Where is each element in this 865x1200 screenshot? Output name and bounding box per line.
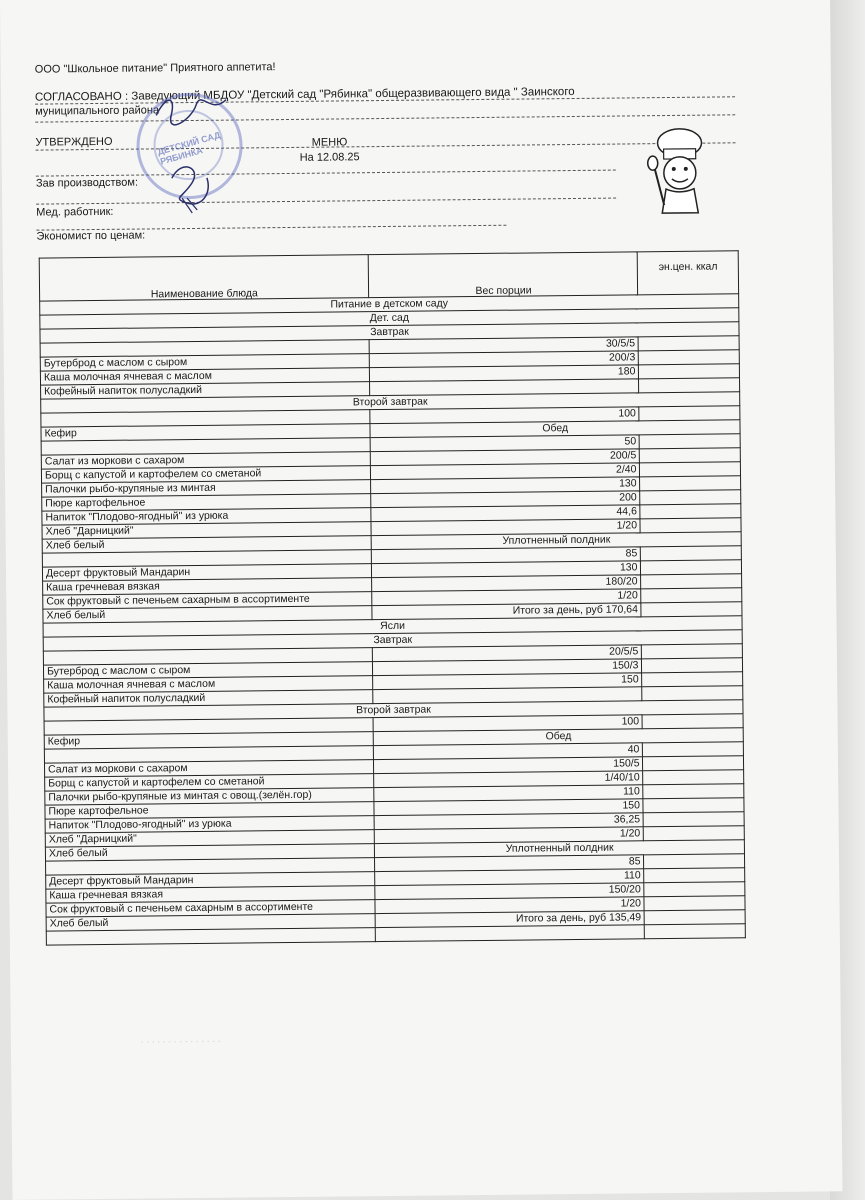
dish-name: Сок фруктовый с печеньем сахарным в ассортименте <box>46 900 376 917</box>
chef-icon <box>639 124 720 215</box>
energy-value <box>644 826 745 841</box>
energy-value <box>642 658 743 673</box>
dish-name: Палочки рыбо-крупяные из минтая с овощ.(зелён.гор) <box>45 788 375 805</box>
portion-weight: 180/20 <box>372 575 641 592</box>
energy-value <box>640 462 741 477</box>
energy-value <box>640 518 741 533</box>
portion-weight: 1/20 <box>371 519 640 536</box>
energy-value <box>641 546 742 561</box>
portion-weight: 150/20 <box>375 883 644 900</box>
dish-name: Борщ с капустой и картофелем со сметаной <box>45 774 375 791</box>
dish-name: Бутерброд с маслом с сыром <box>40 354 370 371</box>
dish-name: Салат из моркови с сахаром <box>41 452 371 469</box>
energy-value <box>642 672 743 687</box>
energy-value <box>639 336 740 351</box>
portion-weight: 30/5/5 <box>370 337 639 354</box>
dish-name: Кефир <box>41 424 371 441</box>
energy-value <box>639 364 740 379</box>
dish-name: Кофейный напиток полусладкий <box>44 690 374 707</box>
energy-value <box>644 868 745 883</box>
dish-name: Напиток "Плодово-ягодный" из урюка <box>45 816 375 833</box>
section-title: Обед <box>374 728 744 746</box>
portion-weight: 100 <box>373 715 642 732</box>
dish-name: Салат из моркови с сахаром <box>44 760 374 777</box>
portion-weight: 1/20 <box>375 827 644 844</box>
economist-underline <box>36 225 506 231</box>
energy-value <box>643 798 744 813</box>
portion-weight: 1/20 <box>372 589 641 606</box>
approved-line: СОГЛАСОВАНО : Заведующий МБДОУ "Детский сад "Рябинка" общеразвивающего вида " Заинского <box>34 85 575 104</box>
section-title: Завтрак <box>40 322 739 343</box>
dish-name: Десерт фруктовый Мандарин <box>42 564 372 581</box>
dish-name: Хлеб белый <box>43 606 373 623</box>
menu-date: На 12.08.25 <box>299 151 360 164</box>
section-title: Обед <box>370 420 740 438</box>
section-title: Питание в детском саду <box>40 294 739 315</box>
energy-value <box>644 812 745 827</box>
portion-weight: 85 <box>375 855 644 872</box>
portion-weight: 130 <box>371 477 640 494</box>
portion-weight: 110 <box>375 869 644 886</box>
dish-name: Кофейный напиток полусладкий <box>41 382 371 399</box>
energy-value <box>641 602 742 617</box>
menu-title: МЕНЮ <box>311 136 348 149</box>
dish-name: Хлеб "Дарницкий" <box>42 522 372 539</box>
section-title: Завтрак <box>43 630 742 651</box>
portion-weight: 2/40 <box>371 463 640 480</box>
portion-weight: 20/5/5 <box>373 645 642 662</box>
portion-weight: 1/20 <box>375 897 644 914</box>
portion-weight: 150/3 <box>373 659 642 676</box>
col-name-header: Наименование блюда <box>39 255 369 301</box>
energy-value <box>642 644 743 659</box>
portion-weight: 85 <box>372 547 641 564</box>
energy-value <box>641 574 742 589</box>
section-title: Второй завтрак <box>44 700 743 721</box>
energy-value <box>641 588 742 603</box>
energy-value <box>643 770 744 785</box>
dish-name: Хлеб белый <box>42 536 372 553</box>
section-title: Ясли <box>43 616 742 637</box>
energy-value <box>639 350 740 365</box>
portion-weight: 150 <box>374 799 643 816</box>
dish-name: Палочки рыбо-крупяные из минтая <box>42 480 372 497</box>
portion-weight: 40 <box>374 743 643 760</box>
col-energy-header: эн.цен. ккал <box>638 251 739 295</box>
energy-value <box>642 686 743 701</box>
organization-line: ООО "Школьное питание" Приятного аппетита! <box>34 61 276 76</box>
medic-label: Мед. работник: <box>36 205 114 219</box>
energy-value <box>644 896 745 911</box>
energy-value <box>643 714 744 729</box>
energy-value <box>644 882 745 897</box>
portion-weight: Итого за день, руб 170,64 <box>372 603 641 620</box>
section-title: Дет. сад <box>40 308 739 329</box>
dish-name <box>46 928 376 945</box>
energy-value <box>643 742 744 757</box>
energy-value <box>640 448 741 463</box>
table-header-row <box>39 251 738 301</box>
energy-value <box>644 854 745 869</box>
portion-weight <box>376 925 645 942</box>
dish-name: Каша молочная ячневая с маслом <box>40 368 370 385</box>
energy-value <box>640 490 741 505</box>
section-title: Второй завтрак <box>41 392 740 413</box>
dish-name: Каша гречневая вязкая <box>43 578 373 595</box>
portion-weight: 150 <box>373 673 642 690</box>
dish-name: Хлеб "Дарницкий" <box>45 830 375 847</box>
section-title: Уплотненный полдник <box>372 532 742 550</box>
confirmed-label: УТВЕРЖДЕНО <box>35 135 113 149</box>
energy-value <box>640 504 741 519</box>
production-head-label: Зав производством: <box>35 176 139 190</box>
dish-name: Каша молочная ячневая с маслом <box>44 676 374 693</box>
menu-table <box>39 250 746 945</box>
portion-weight: 200/3 <box>370 351 639 368</box>
portion-weight: 100 <box>370 407 639 424</box>
dish-name: Сок фруктовый с печеньем сахарным в ассортименте <box>43 592 373 609</box>
energy-value <box>645 924 746 939</box>
energy-value <box>639 406 740 421</box>
energy-value <box>640 476 741 491</box>
medic-underline <box>36 198 616 205</box>
dish-name: Напиток "Плодово-ягодный" из урюка <box>42 508 372 525</box>
energy-value <box>643 784 744 799</box>
portion-weight: 36,25 <box>374 813 643 830</box>
portion-weight: 180 <box>370 365 639 382</box>
dish-name: Пюре картофельное <box>42 494 372 511</box>
stamp-seal: ДЕТСКИЙ САД РЯБИНКА <box>136 92 243 199</box>
dish-name: Десерт фруктовый Мандарин <box>46 872 376 889</box>
dish-name: Борщ с капустой и картофелем со сметаной <box>41 466 371 483</box>
dish-name: Каша гречневая вязкая <box>46 886 376 903</box>
energy-value <box>645 910 746 925</box>
energy-value <box>643 756 744 771</box>
energy-value <box>640 434 741 449</box>
portion-weight: 200/5 <box>371 449 640 466</box>
production-underline <box>36 170 616 177</box>
portion-weight: 200 <box>371 491 640 508</box>
economist-label: Экономист по ценам: <box>36 229 146 243</box>
portion-weight: 50 <box>371 435 640 452</box>
dish-name: Бутерброд с маслом с сыром <box>43 662 373 679</box>
portion-weight: 44,6 <box>371 505 640 522</box>
energy-value <box>639 378 740 393</box>
col-weight-header: Вес порции <box>369 252 638 298</box>
portion-weight: 150/5 <box>374 757 643 774</box>
portion-weight: Итого за день, руб 135,49 <box>376 911 645 928</box>
dish-name: Пюре картофельное <box>45 802 375 819</box>
approved-line-2: муниципального района <box>35 104 160 118</box>
dish-name: Хлеб белый <box>45 844 375 861</box>
signature-1-icon <box>151 90 231 131</box>
section-title: Уплотненный полдник <box>375 840 745 858</box>
energy-value <box>641 560 742 575</box>
bleed-through-text: . . . . . . . . . . . . . . . <box>140 1032 221 1046</box>
portion-weight: 110 <box>374 785 643 802</box>
signature-2-icon <box>162 158 223 219</box>
portion-weight: 1/40/10 <box>374 771 643 788</box>
dish-name: Кефир <box>44 732 374 749</box>
portion-weight: 130 <box>372 561 641 578</box>
dish-name: Хлеб белый <box>46 914 376 931</box>
